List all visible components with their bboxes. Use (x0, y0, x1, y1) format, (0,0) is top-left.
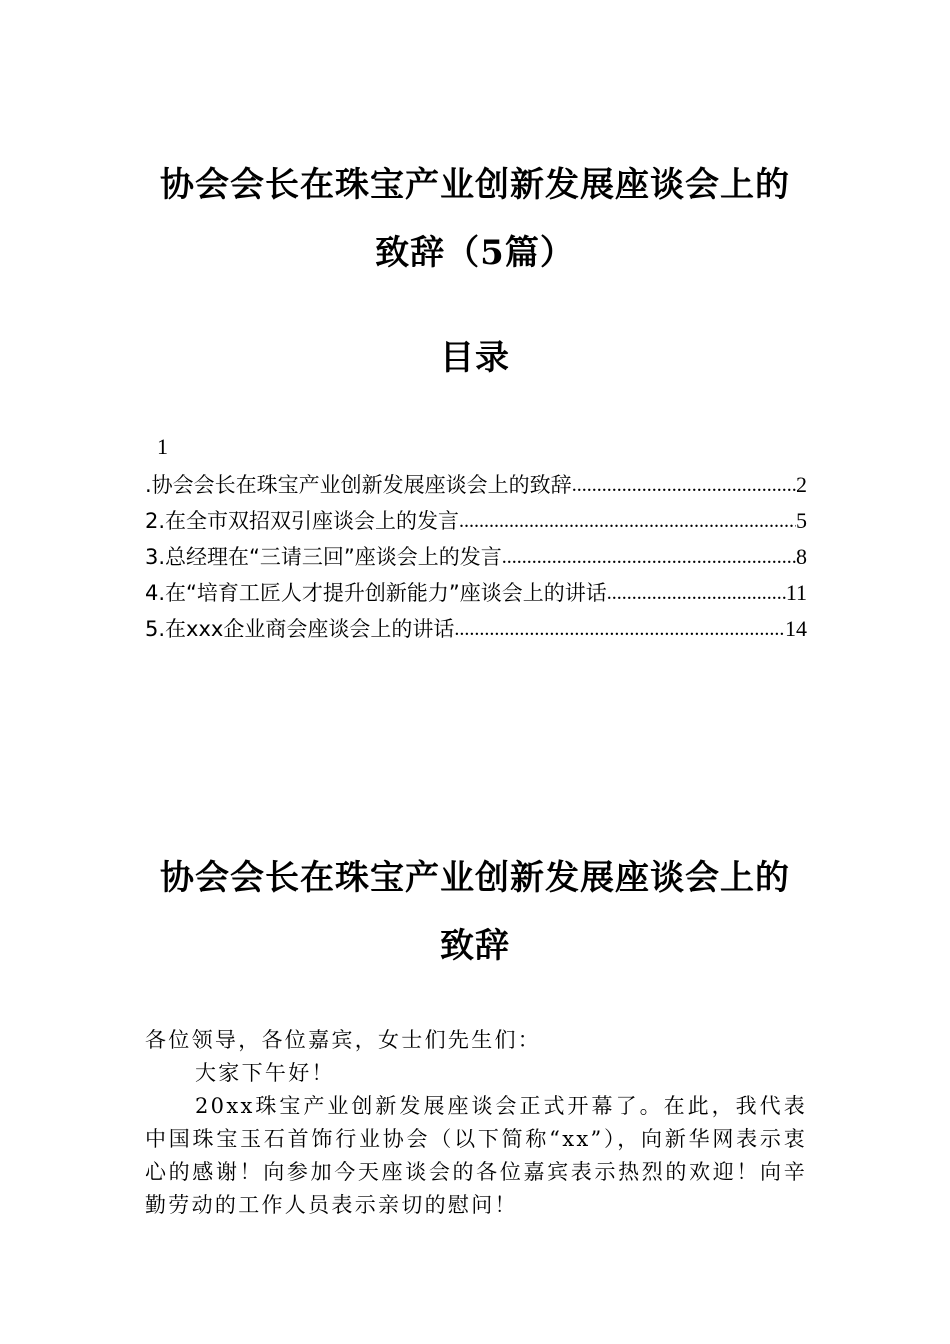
toc-entry[interactable] (145, 468, 807, 502)
toc-entry-label: 4.在“培育工匠人才提升创新能力”座谈会上的讲话 (145, 581, 607, 605)
toc-entry-label: 3.总经理在“三请三回”座谈会上的发言 (145, 545, 502, 569)
toc-page-number: 8 (796, 544, 807, 569)
toc-leader-dots (607, 576, 786, 610)
toc-entry[interactable] (145, 504, 807, 538)
toc-page-number: 11 (785, 580, 807, 605)
toc-page-number: 14 (785, 616, 807, 641)
toc-entry[interactable] (145, 540, 807, 574)
greeting-paragraph: 大家下午好！ (195, 1061, 335, 1085)
salutation-paragraph: 各位领导，各位嘉宾，女士们先生们： (145, 1028, 542, 1052)
toc-leader-dots (572, 468, 796, 502)
toc-page-number: 2 (796, 472, 807, 497)
section-title-line-1: 协会会长在珠宝产业创新发展座谈会上的 (160, 858, 790, 898)
toc-entry-label: 5.在xxx企业商会座谈会上的讲话 (145, 617, 455, 641)
toc-entry-label: 2.在全市双招双引座谈会上的发言 (145, 509, 460, 533)
toc-entry-label: .协会会长在珠宝产业创新发展座谈会上的致辞 (145, 473, 572, 497)
body-text (145, 1024, 807, 1222)
document-title-line-2: 致辞（5篇） (375, 233, 575, 273)
toc-entry[interactable] (145, 612, 807, 646)
section-title-line-2: 致辞 (440, 926, 510, 966)
toc-leader-dots (454, 612, 785, 646)
toc-page-number: 5 (796, 508, 807, 533)
toc-leader-dots (459, 504, 796, 538)
toc-heading: 目录 (440, 338, 510, 378)
toc-first-number: 1 (157, 434, 168, 459)
toc-entry[interactable] (145, 576, 807, 610)
body-paragraph: 20xx珠宝产业创新发展座谈会正式开幕了。在此，我代表中国珠宝玉石首饰行业协会（以下简称“xx”），向新华网表示衷心的感谢！向参加今天座谈会的各位嘉宾表示热烈的欢迎！向辛勤劳动的工作人员表示亲切的慰问！ (145, 1094, 807, 1217)
toc-leader-dots (502, 540, 796, 574)
document-title-line-1: 协会会长在珠宝产业创新发展座谈会上的 (160, 165, 790, 205)
